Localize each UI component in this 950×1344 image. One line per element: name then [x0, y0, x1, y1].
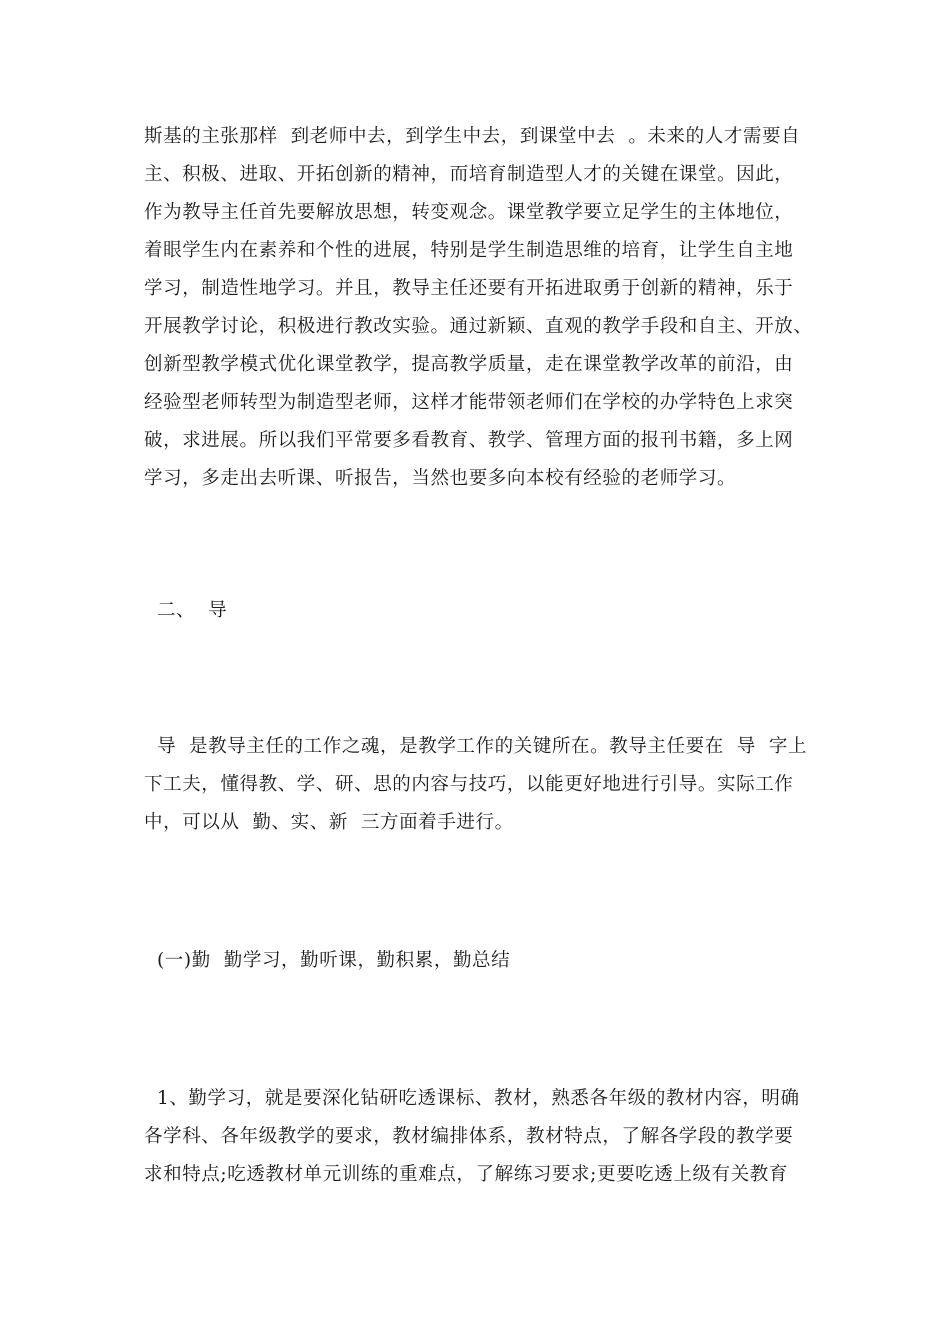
text-line: 1、勤学习，就是要深化钻研吃透课标、教材，熟悉各年级的教材内容，明确 — [144, 1088, 800, 1109]
text-line: 创新型教学模式优化课堂教学，提高教学质量，走在课堂教学改革的前沿，由 — [144, 354, 794, 375]
text-line: 主、积极、进取、开拓创新的精神，而培育制造型人才的关键在课堂。因此， — [144, 164, 794, 185]
text-line: 下工夫，懂得教、学、研、思的内容与技巧，以能更好地进行引导。实际工作 — [144, 774, 794, 795]
subsection-heading-diligence — [144, 942, 824, 980]
text-line: 破，求进展。所以我们平常要多看教育、教学、管理方面的报刊书籍，多上网 — [144, 430, 794, 451]
text-line: 中，可以从 勤、实、新 三方面着手进行。 — [144, 812, 514, 833]
text-line: 学习，多走出去听课、听报告，当然也要多向本校有经验的老师学习。 — [144, 468, 737, 489]
text-line: 求和特点;吃透教材单元训练的重难点，了解练习要求;更要吃透上级有关教育 — [144, 1164, 788, 1185]
heading-text: 二、 导 — [144, 600, 228, 621]
text-line: 开展教学讨论，积极进行教改实验。通过新颖、直观的教学手段和自主、开放、 — [144, 316, 813, 337]
section-heading-guide — [144, 592, 824, 630]
text-line: 作为教导主任首先要解放思想，转变观念。课堂教学要立足学生的主体地位， — [144, 202, 794, 223]
text-line: 各学科、各年级教学的要求，教材编排体系，教材特点，了解各学段的教学要 — [144, 1126, 794, 1147]
text-line: 着眼学生内在素养和个性的进展，特别是学生制造思维的培育，让学生自主地 — [144, 240, 794, 261]
text-line: 导 是教导主任的工作之魂，是教学工作的关键所在。教导主任要在 导 字上 — [144, 736, 808, 757]
text-line: 经验型老师转型为制造型老师，这样才能带领老师们在学校的办学特色上求突 — [144, 392, 794, 413]
text-line: 学习，制造性地学习。并且，教导主任还要有开拓进取勇于创新的精神，乐于 — [144, 278, 794, 299]
heading-text: (一)勤 勤学习，勤听课，勤积累，勤总结 — [144, 950, 511, 971]
paragraph-diligent-study — [144, 1080, 824, 1194]
paragraph-continuation — [144, 118, 824, 498]
paragraph-guide — [144, 728, 824, 842]
text-line: 斯基的主张那样 到老师中去，到学生中去，到课堂中去 。未来的人才需要自 — [144, 126, 801, 147]
